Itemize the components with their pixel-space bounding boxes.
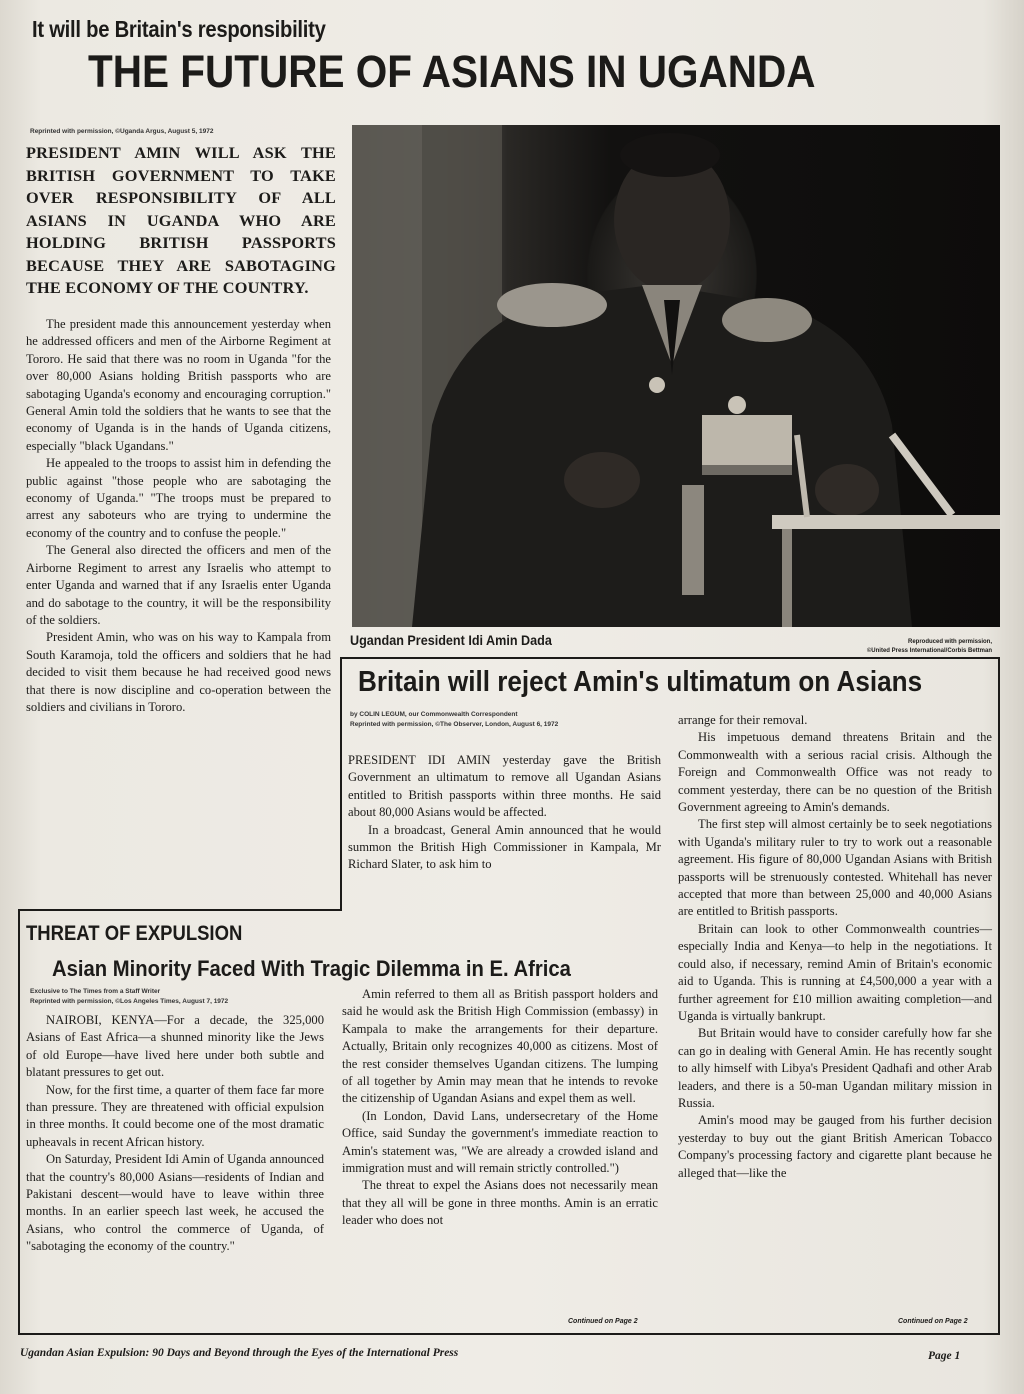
paragraph: On Saturday, President Idi Amin of Uganda announced that the country's 80,000 Asians—residents of Indian and Pakistani descent—would have to leave within three months. In an earlier speech last week, he accused the Asians, who control the commerce of Uganda, of "sabotaging the economy of the country." — [26, 1152, 324, 1254]
paragraph: Amin referred to them all as British passport holders and said he would ask the British High Commission (embassy) in Kampala to make the arrangements for their departure. Actually, Britain only recognizes 40,000 as citizens. Most of the rest consider themselves Ugandan citizens. The lumping of all together by Amin may mean that he intends to revoke the citizenship of Ugandan Asians and expel them as well. — [342, 987, 658, 1106]
footer-title: Ugandan Asian Expulsion: 90 Days and Beyond through the Eyes of the International Press — [20, 1347, 459, 1359]
britain-continued: Continued on Page 2 — [898, 1318, 968, 1325]
paragraph: President Amin, who was on his way to Kampala from South Karamoja, told the officers and soldiers that he had decided to visit them because he had received good news that there is now discipline and co-operation between the soldiers and civilians in Tororo. — [26, 630, 331, 714]
threat-byline: Exclusive to The Times from a Staff Writer — [30, 988, 161, 995]
page-number: Page 1 — [928, 1350, 961, 1362]
threat-continued: Continued on Page 2 — [568, 1318, 638, 1325]
photo-credit-line: Reproduced with permission, — [907, 639, 992, 645]
paragraph: The threat to expel the Asians does not necessarily mean that they all will be gone in three months. Amin is an erratic leader who does not — [342, 1178, 658, 1228]
threat-col-1 — [26, 1012, 324, 1256]
box-rule-middle — [18, 909, 342, 911]
threat-credit: Reprinted with permission, ©Los Angeles Times, August 7, 1972 — [30, 998, 229, 1005]
photo-credit — [812, 638, 992, 656]
paragraph: Now, for the first time, a quarter of them face far more than pressure. They are threatened with official expulsion in three months. It could become one of the most dramatic upheavals in recent African history. — [26, 1082, 324, 1149]
britain-byline: by COLIN LEGUM, our Commonwealth Correspondent — [350, 711, 518, 718]
britain-col-2 — [678, 712, 992, 1182]
box-rule-bottom — [18, 1333, 1000, 1335]
paragraph: PRESIDENT IDI AMIN yesterday gave the British Government an ultimatum to remove all Ugandan Asians entitled to British passports within three months. He said about 80,000 Asians would be affected. — [348, 753, 661, 820]
main-story-lead: PRESIDENT AMIN WILL ASK THE BRITISH GOVERNMENT TO TAKE OVER RESPONSIBILITY OF ALL ASIANS IN UGANDA WHO ARE HOLDING BRITISH PASSPORTS BECAUSE THEY ARE SABOTAGING THE ECONOMY OF THE COUNTRY. — [26, 143, 336, 297]
box-rule-left — [340, 657, 342, 909]
photo-illustration — [352, 125, 1000, 627]
paragraph: The General also directed the officers and men of the Airborne Regiment to arrest any Israelis who attempt to enter Uganda and warned that if any Israelis enter Uganda and do sabotage to the country, it will be the responsibility of the soldiers. — [26, 543, 331, 627]
box-rule-top — [340, 657, 1000, 659]
britain-col-1 — [348, 752, 661, 874]
paragraph: NAIROBI, KENYA—For a decade, the 325,000 Asians of East Africa—a shunned minority like the Jews of old Europe—have lived here under both subtle and blatant pressures to get out. — [26, 1013, 324, 1080]
threat-headline: Asian Minority Faced With Tragic Dilemma in E. Africa — [52, 956, 571, 981]
paragraph: The first step will almost certainly be to seek negotiations with Uganda's military ruler to try to work out a reasonable agreement. His figure of 80,000 Ugandan Asians with British passports will be strenuously contested. Whitehall has never accepted that more than between 25,000 and 40,000 Asians are entitled to British passports. — [678, 817, 992, 919]
paragraph: (In London, David Lans, undersecretary of the Home Office, said Sunday the government's immediate reaction to Amin's statement was, "We are already a crowded island and immigration must and will remain strictly controlled.") — [342, 1108, 658, 1176]
main-story-credit: Reprinted with permission, ©Uganda Argus, August 5, 1972 — [30, 128, 214, 135]
paragraph: But Britain would have to consider carefully how far she can go in dealing with General Amin. He has recently sought to ally himself with Libya's President Qadhafi and other Arab leaders, and there is a 50-man Ugandan military mission in Russia. — [678, 1026, 992, 1110]
page-headline: THE FUTURE OF ASIANS IN UGANDA — [88, 46, 816, 97]
photo-caption: Ugandan President Idi Amin Dada — [350, 632, 552, 648]
paragraph: Britain can look to other Commonwealth countries—especially India and Kenya—to help in the negotiations. It could also, if necessary, remind Amin of Britain's economic aid to Uganda. This is running at £4,500,000 a year with a further agreement for £10 million awaiting completion—and Uganda is virtually bankrupt. — [678, 921, 992, 1023]
amin-photo — [352, 125, 1000, 627]
britain-credit: Reprinted with permission, ©The Observer, London, August 6, 1972 — [350, 721, 559, 728]
main-story-body — [26, 316, 331, 716]
britain-headline: Britain will reject Amin's ultimatum on Asians — [358, 666, 923, 698]
kicker: It will be Britain's responsibility — [32, 16, 326, 42]
paragraph: He appealed to the troops to assist him in defending the public against "those people who are sabotaging the economy of Uganda." "The troops must be prepared to arrest any saboteurs who are trying to undermine the economy of the country and to confuse the people." — [26, 456, 331, 540]
paragraph: arrange for their removal. — [678, 713, 808, 727]
paragraph: Amin's mood may be gauged from his further decision yesterday to buy out the giant British American Tobacco Company's processing factory and cigarette plant because he alleged that—like the — [678, 1113, 992, 1180]
threat-kicker: THREAT OF EXPULSION — [26, 922, 243, 945]
box-rule-right — [998, 657, 1000, 1335]
paragraph: His impetuous demand threatens Britain and the Commonwealth with a serious racial crisis. Although the Foreign and Commonwealth Office was not ready to comment yesterday, there can be no question of the British Government agreeing to Amin's demands. — [678, 730, 992, 815]
paragraph: The president made this announcement yesterday when he addressed officers and men of the Airborne Regiment at Tororo. He said that there was no room in Uganda "for the over 80,000 Asians holding British passports who are sabotaging Uganda's economy and encouraging corruption." General Amin told the soldiers that he wants to see that the economy of Uganda is in the hands of Uganda citizens, especially "black Ugandans." — [26, 317, 331, 453]
box-rule-outer-left — [18, 909, 20, 1334]
paragraph: In a broadcast, General Amin announced that he would summon the British High Commissioner in Kampala, Mr Richard Slater, to ask him to — [348, 822, 661, 872]
photo-credit-line: ©United Press International/Corbis Bettman — [866, 648, 992, 654]
threat-col-2 — [342, 986, 658, 1230]
